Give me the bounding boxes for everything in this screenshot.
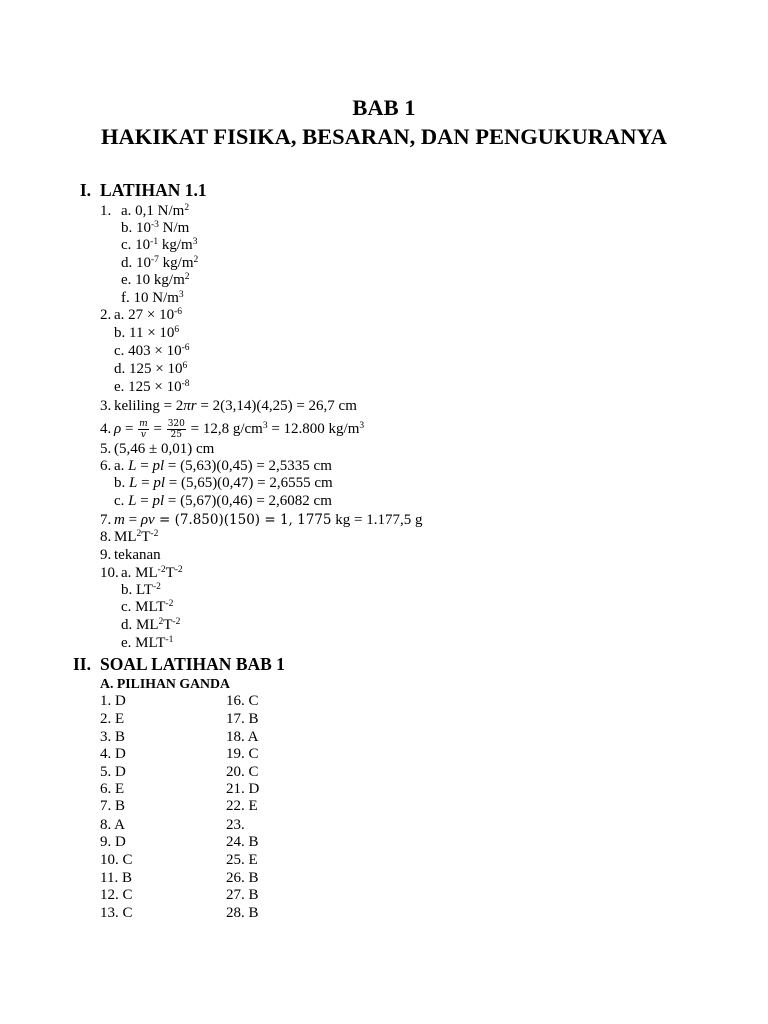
- answer-item: 3. B: [100, 729, 126, 745]
- answer-text: =: [149, 420, 166, 437]
- answer-item: 28. B: [226, 905, 259, 921]
- exponent: 3: [262, 420, 268, 431]
- exponent: 2: [136, 529, 142, 539]
- mc-row: [100, 763, 259, 781]
- answer-text: = 2(3,14)(4,25) = 26,7 cm: [196, 398, 357, 414]
- mc-row: [100, 710, 259, 728]
- answer-item: 11. B: [100, 870, 132, 886]
- math-symbol: L: [128, 458, 137, 474]
- exponent: 3: [178, 290, 184, 300]
- exponent: -1: [150, 237, 159, 247]
- answer-7: [100, 511, 422, 529]
- fraction-denominator: v: [140, 430, 146, 440]
- exponent: -6: [174, 307, 183, 317]
- answer-item: 6. E: [100, 781, 125, 797]
- answer-2e: [114, 378, 190, 396]
- answer-item: 26. B: [226, 870, 259, 886]
- answer-6a: [100, 457, 332, 475]
- answer-text: tekanan: [114, 547, 161, 563]
- fraction-numerator: m: [139, 419, 148, 429]
- answer-3: [100, 397, 357, 415]
- math-symbol: pl: [153, 475, 165, 491]
- answer-1b: [121, 219, 189, 237]
- exponent: 2: [184, 203, 190, 213]
- answer-1e: [121, 271, 190, 289]
- answer-1f: [121, 289, 184, 307]
- answer-text: = 12.800 kg/m: [267, 420, 360, 437]
- exponent: -1: [165, 635, 174, 645]
- answer-1c: [121, 236, 197, 254]
- answer-4: [100, 419, 364, 440]
- exponent: -3: [151, 220, 159, 230]
- answer-text: e. MLT: [121, 635, 166, 651]
- answer-item: 18. A: [226, 729, 259, 745]
- answer-9: [100, 546, 161, 564]
- fraction: [138, 419, 149, 440]
- exponent: 6: [174, 325, 180, 335]
- answer-text: =: [136, 458, 153, 474]
- multiple-choice-heading: A. PILIHAN GANDA: [100, 676, 230, 691]
- answer-item: 25. E: [226, 852, 258, 868]
- section-1-heading: LATIHAN 1.1: [100, 180, 207, 200]
- mc-row: [100, 816, 245, 834]
- answer-item: 20. C: [226, 764, 259, 780]
- answer-10e: [121, 634, 173, 652]
- answer-text: kg = 1.177,5 g: [331, 512, 423, 528]
- answer-item: 1. D: [100, 693, 126, 709]
- section-1-numeral: I.: [79, 180, 91, 200]
- answer-text: b.: [114, 475, 129, 491]
- question-number: 9.: [100, 547, 112, 563]
- answer-text: d. 125 × 10: [114, 361, 183, 377]
- answer-item: 5. D: [100, 764, 126, 780]
- mc-row: [100, 833, 259, 851]
- answer-8: [100, 528, 158, 546]
- answer-6b: [114, 474, 333, 492]
- answer-item: 2. E: [100, 711, 125, 727]
- exponent: 3: [359, 420, 365, 431]
- answer-text: =: [124, 512, 141, 528]
- answer-text: a. 0,1 N/m: [121, 203, 185, 219]
- answer-text: e. 10 kg/m: [121, 272, 185, 288]
- answer-text: = 12,8 g/cm: [186, 420, 263, 437]
- answer-text: ML: [114, 529, 137, 545]
- mc-row: [100, 904, 259, 922]
- answer-text: = (5,63)(0,45) = 2,5335 cm: [164, 458, 332, 474]
- math-symbol: L: [129, 475, 138, 491]
- answer-item: 23.: [226, 817, 245, 833]
- answer-text: T: [165, 565, 175, 581]
- answer-item: 10. C: [100, 852, 133, 868]
- answer-2d: [114, 360, 187, 378]
- exponent: -2: [157, 565, 166, 575]
- answer-1a: [100, 202, 189, 220]
- answer-text: =: [121, 420, 138, 437]
- math-symbol: m: [114, 512, 125, 528]
- answer-text: c. 403 × 10: [114, 343, 182, 359]
- answer-item: 17. B: [226, 711, 259, 727]
- answer-text: = (5,65)(0,47) = 2,6555 cm: [164, 475, 333, 491]
- section-2-heading: SOAL LATIHAN BAB 1: [100, 654, 285, 674]
- exponent: 2: [193, 255, 199, 265]
- answer-item: 8. A: [100, 817, 126, 833]
- answer-2b: [114, 324, 179, 342]
- math-symbol: ρ: [114, 420, 122, 437]
- exponent: -2: [152, 582, 161, 592]
- answer-text: b. 10: [121, 220, 151, 236]
- question-number: 3.: [100, 398, 112, 414]
- answer-item: 7. B: [100, 798, 126, 814]
- answer-text: a. 27 × 10: [114, 307, 175, 323]
- section-2-numeral: II.: [73, 654, 91, 674]
- answer-item: 24. B: [226, 834, 259, 850]
- mc-row: [100, 780, 259, 798]
- answer-6c: [114, 492, 332, 510]
- mc-row: [100, 851, 258, 869]
- answer-item: 12. C: [100, 887, 133, 903]
- answer-text: =: [137, 475, 154, 491]
- answer-text: N/m: [158, 220, 190, 236]
- exponent: -2: [172, 617, 181, 627]
- exponent: -2: [174, 565, 183, 575]
- answer-text: b. LT: [121, 582, 153, 598]
- answer-text: c.: [114, 493, 129, 509]
- answer-10a: [100, 564, 183, 582]
- answer-10d: [121, 616, 180, 634]
- answer-item: 16. C: [226, 693, 259, 709]
- chapter-number: BAB 1: [352, 95, 416, 120]
- answer-text: c. MLT: [121, 599, 166, 615]
- mc-row: [100, 869, 259, 887]
- answer-text: f. 10 N/m: [121, 290, 179, 306]
- answer-text: = (5,67)(0,46) = 2,6082 cm: [164, 493, 332, 509]
- answer-item: 21. D: [226, 781, 260, 797]
- question-number: 10.: [100, 565, 119, 581]
- answer-text: T: [141, 529, 151, 545]
- answer-text: kg/m: [158, 255, 194, 271]
- answer-10c: [121, 598, 173, 616]
- math-symbol: πr: [183, 398, 197, 414]
- exponent: -8: [181, 379, 190, 389]
- math-symbol: pl: [152, 458, 165, 474]
- exponent: 3: [192, 237, 198, 247]
- exponent: -7: [151, 255, 159, 265]
- answer-text: =: [136, 493, 153, 509]
- answer-1d: [121, 254, 198, 272]
- math-symbol: ρv: [140, 512, 155, 528]
- exponent: -2: [150, 529, 159, 539]
- answer-10b: [121, 581, 161, 599]
- question-number: 6.: [100, 458, 112, 474]
- answer-text: T: [163, 617, 173, 633]
- answer-text: a. ML: [121, 565, 158, 581]
- fraction-numerator: 320: [167, 419, 185, 429]
- answer-item: 9. D: [100, 834, 126, 850]
- fraction: [167, 419, 186, 440]
- exponent: 2: [158, 617, 164, 627]
- exponent: 6: [182, 361, 188, 371]
- answer-item: 27. B: [226, 887, 259, 903]
- answer-text: keliling = 2: [114, 398, 184, 414]
- question-number: 4.: [100, 420, 112, 437]
- answer-text: a.: [114, 458, 129, 474]
- mc-row: [100, 797, 258, 815]
- math-symbol: L: [128, 493, 137, 509]
- question-number: 8.: [100, 529, 112, 545]
- exponent: -6: [181, 343, 190, 353]
- chapter-title: HAKIKAT FISIKA, BESARAN, DAN PENGUKURANYA: [101, 124, 667, 149]
- question-number: 1.: [100, 203, 112, 219]
- mc-row: [100, 728, 259, 746]
- math-symbol: pl: [152, 493, 165, 509]
- exponent: -2: [165, 599, 174, 609]
- fraction-denominator: 25: [170, 430, 182, 440]
- answer-text: d. 10: [121, 255, 151, 271]
- answer-text: kg/m: [158, 237, 193, 253]
- answer-item: 13. C: [100, 905, 133, 921]
- answer-text: e. 125 × 10: [114, 379, 182, 395]
- answer-2a: [100, 306, 182, 324]
- mc-row: [100, 745, 259, 763]
- answer-5: [100, 440, 214, 458]
- answer-item: 22. E: [226, 798, 258, 814]
- answer-text: b. 11 × 10: [114, 325, 175, 341]
- exponent: 2: [184, 272, 190, 282]
- answer-item: 4. D: [100, 746, 126, 762]
- question-number: 5.: [100, 441, 112, 457]
- answer-text: (5,46 ± 0,01) cm: [114, 441, 215, 457]
- answer-text: d. ML: [121, 617, 159, 633]
- answer-2c: [114, 342, 190, 360]
- mc-row: [100, 692, 259, 710]
- mc-row: [100, 886, 259, 904]
- question-number: 7.: [100, 512, 112, 528]
- answer-item: 19. C: [226, 746, 259, 762]
- math-expression: = (7.850)(150) = 1, 1775: [154, 512, 332, 528]
- answer-text: c. 10: [121, 237, 151, 253]
- question-number: 2.: [100, 307, 112, 323]
